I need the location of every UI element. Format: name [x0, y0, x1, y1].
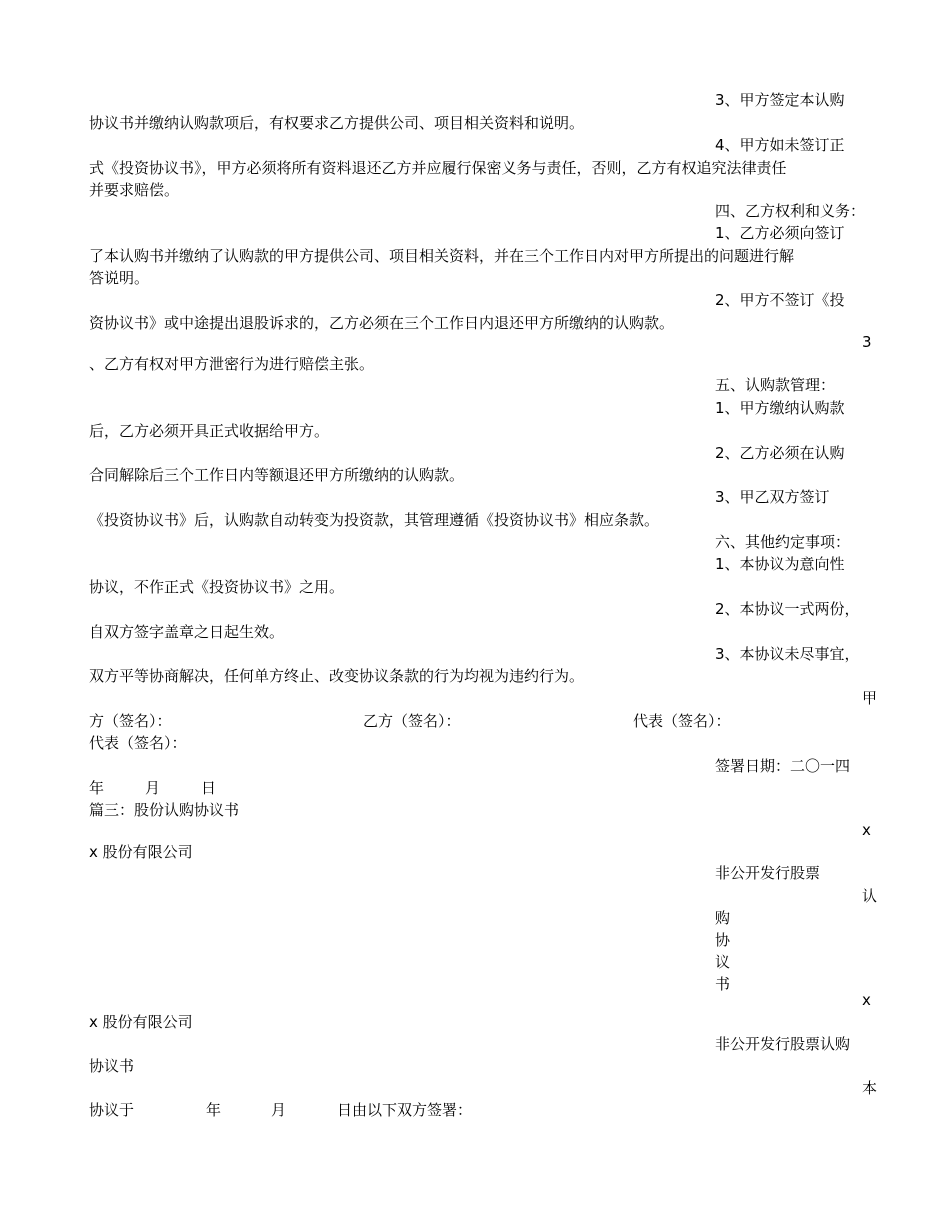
text-line: 协议书并缴纳认购款项后，有权要求乙方提供公司、项目相关资料和说明。 — [89, 114, 585, 132]
text-line: 非公开发行股票认购 — [715, 1035, 851, 1053]
text-line: 日由以下双方签署： — [337, 1101, 473, 1119]
text-line: x — [862, 991, 871, 1009]
text-line: x — [862, 821, 871, 839]
date-day: 日 — [201, 779, 217, 797]
signature-label-representative: 代表（签名）： — [89, 734, 187, 752]
text-line: 式《投资协议书》，甲方必须将所有资料退还乙方并应履行保密义务与责任，否则，乙方有权追究法律责任 — [89, 159, 787, 177]
text-line: 2、本协议一式两份， — [715, 600, 860, 618]
text-line: 自双方签字盖章之日起生效。 — [89, 623, 285, 641]
section-heading: 四、乙方权利和义务： — [715, 202, 866, 220]
company-name: x 股份有限公司 — [89, 843, 193, 861]
chapter-title: 篇三：股份认购协议书 — [89, 801, 240, 819]
section-heading: 六、其他约定事项： — [715, 533, 851, 551]
text-line: 资协议书》或中途提出退股诉求的，乙方必须在三个工作日内退还甲方所缴纳的认购款。 — [89, 314, 675, 332]
signing-date-label: 签署日期：二〇一四 — [715, 757, 851, 775]
text-line: 2、乙方必须在认购 — [715, 444, 845, 462]
section-heading: 五、认购款管理： — [715, 376, 836, 394]
vertical-char: 议 — [715, 953, 731, 971]
date-month: 月 — [145, 779, 161, 797]
company-name: x 股份有限公司 — [89, 1013, 193, 1031]
text-line: 认 — [862, 887, 878, 905]
signature-label-representative: 代表（签名）： — [633, 712, 731, 730]
vertical-char: 书 — [715, 975, 731, 993]
vertical-text — [715, 907, 730, 995]
text-line: 1、本协议为意向性 — [715, 555, 845, 573]
date-year: 年 — [89, 779, 105, 797]
text-line: 合同解除后三个工作日内等额退还甲方所缴纳的认购款。 — [89, 466, 465, 484]
text-line: 了本认购书并缴纳了认购款的甲方提供公司、项目相关资料，并在三个工作日内对甲方所提出的问题进行解 — [89, 247, 795, 265]
vertical-char: 协 — [715, 931, 731, 949]
date-month: 月 — [271, 1101, 287, 1119]
text-line: 4、甲方如未签订正 — [715, 136, 845, 154]
text-line: 《投资协议书》后，认购款自动转变为投资款，其管理遵循《投资协议书》相应条款。 — [89, 511, 660, 529]
vertical-char: 购 — [715, 909, 731, 927]
text-line: 甲 — [862, 689, 878, 707]
text-line: 1、甲方缴纳认购款 — [715, 399, 845, 417]
text-line: 后，乙方必须开具正式收据给甲方。 — [89, 422, 330, 440]
text-line: 3、甲乙双方签订 — [715, 488, 830, 506]
text-line: 、乙方有权对甲方泄密行为进行赔偿主张。 — [89, 355, 375, 373]
text-line: 双方平等协商解决，任何单方终止、改变协议条款的行为均视为违约行为。 — [89, 667, 585, 685]
text-line: 本 — [862, 1079, 878, 1097]
signature-label-party-b: 乙方（签名）： — [363, 712, 461, 730]
text-line: 3、甲方签定本认购 — [715, 91, 845, 109]
text-line: 3、本协议未尽事宜， — [715, 645, 860, 663]
text-line: 2、甲方不签订《投 — [715, 291, 845, 309]
text-line: 1、乙方必须向签订 — [715, 224, 845, 242]
signature-label-party-a: 方（签名）： — [89, 712, 172, 730]
date-year: 年 — [206, 1101, 222, 1119]
text-line: 协议书 — [89, 1057, 135, 1075]
text-line: 答说明。 — [89, 269, 150, 287]
text-line: 协议，不作正式《投资协议书》之用。 — [89, 578, 345, 596]
text-line: 并要求赔偿。 — [89, 181, 180, 199]
text-line: 非公开发行股票 — [715, 864, 821, 882]
text-line: 3 — [862, 333, 872, 351]
text-line: 协议于 — [89, 1101, 135, 1119]
